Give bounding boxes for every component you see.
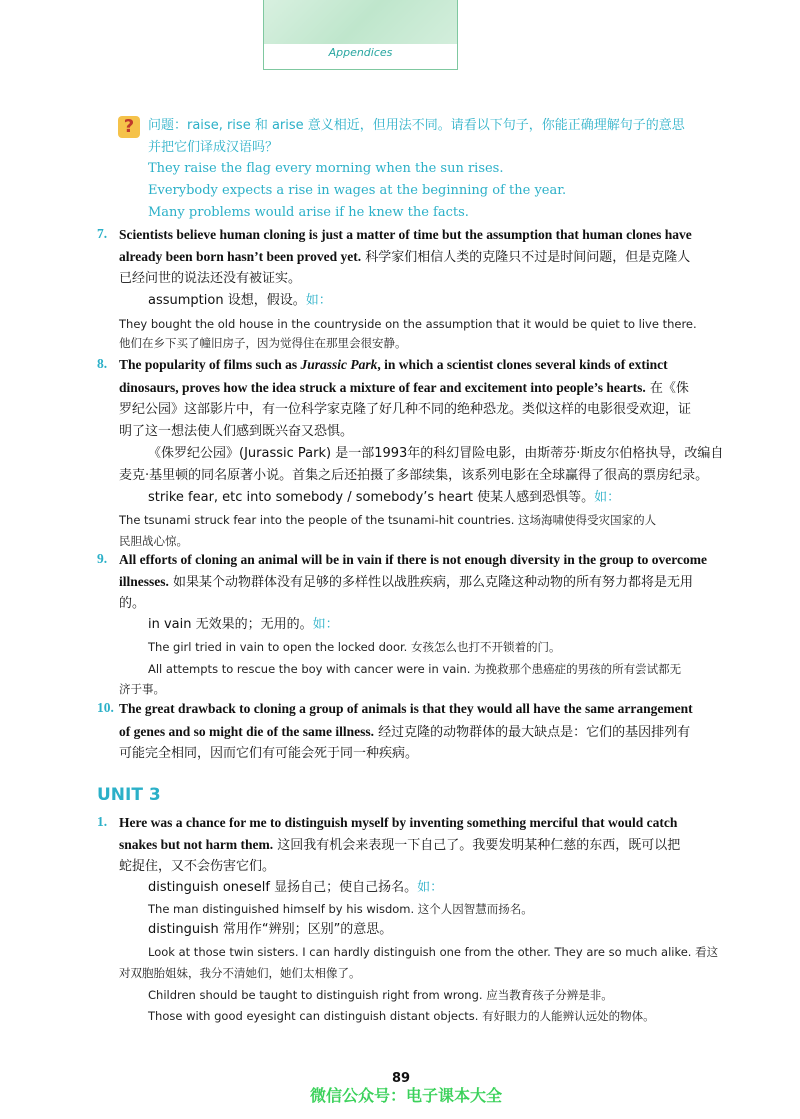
- item-7-line-2: already been born hasn’t been proved yet. 科学家们相信人类的克隆只不过是时间问题，但是克隆人: [119, 249, 691, 265]
- question-example-3: Many problems would arise if he knew the facts.: [148, 205, 469, 220]
- unit3-vocab-1: distinguish oneself 显扬自己；使自己扬名。如：: [148, 880, 444, 895]
- unit3-item-1-line-2: snakes but not harm them. 这回我有机会来表现一下自己了。我要发明某种仁慈的东西，既可以把: [119, 837, 681, 853]
- item-9-line-3: 的。: [119, 596, 146, 611]
- question-line-1: 问题：raise, rise 和 arise 意义相近，但用法不同。请看以下句子，你能正确理解句子的意思: [148, 118, 685, 133]
- unit3-item-1-line-1: Here was a chance for me to distinguish myself by inventing something merciful that would catch: [119, 815, 678, 830]
- item-number: 8.: [97, 356, 108, 371]
- header-box: [263, 0, 458, 70]
- item-9-line-1: All efforts of cloning an animal will be in vain if there is not enough diversity in the group to overcome: [119, 552, 707, 567]
- item-number: 1.: [97, 814, 108, 829]
- question-example-2: Everybody expects a rise in wages at the beginning of the year.: [148, 183, 567, 198]
- header-texture: [264, 0, 457, 44]
- item-8-line-4: 明了这一想法使人们感到既兴奋又恐惧。: [119, 424, 354, 439]
- item-number: 7.: [97, 226, 108, 241]
- item-number: 9.: [97, 551, 108, 566]
- item-9-example-2: All attempts to rescue the boy with cancer were in vain. 为挽救那个患癌症的男孩的所有尝试都无: [148, 662, 682, 676]
- unit3-vocab-2: distinguish 常用作“辨别；区别”的意思。: [148, 922, 393, 937]
- unit-heading: UNIT 3: [97, 785, 161, 805]
- item-9-vocab: in vain 无效果的；无用的。如：: [148, 617, 339, 632]
- item-10-line-2: of genes and so might die of the same illness. 经过克隆的动物群体的最大缺点是：它们的基因排列有: [119, 724, 691, 740]
- item-10-line-3: 可能完全相同，因而它们有可能会死于同一种疾病。: [119, 746, 419, 761]
- section-title: Appendices: [328, 46, 393, 59]
- unit3-item-1-line-3: 蛇捉住，又不会伤害它们。: [119, 859, 276, 874]
- item-8-line-1: The popularity of films such as Jurassic Park, in which a scientist clones several kinds of extinct: [119, 357, 668, 372]
- footer-watermark: 微信公众号：电子课本大全: [310, 1086, 503, 1105]
- item-9-example-1: The girl tried in vain to open the locked door. 女孩怎么也打不开锁着的门。: [148, 640, 561, 654]
- item-8-vocab: strike fear, etc into somebody / somebody’s heart 使某人感到恐惧等。如：: [148, 490, 621, 505]
- item-8-line-2: dinosaurs, proves how the idea struck a mixture of fear and excitement into people’s hearts. 在《侏: [119, 380, 689, 396]
- item-9-example-3: 济于事。: [119, 682, 165, 696]
- item-7-vocab: assumption 设想，假设。如：: [148, 293, 332, 308]
- item-10-line-1: The great drawback to cloning a group of animals is that they would all have the same arrangement: [119, 701, 693, 716]
- item-7-line-1: Scientists believe human cloning is just a matter of time but the assumption that human clones have: [119, 227, 692, 242]
- item-7-example-en: They bought the old house in the countryside on the assumption that it would be quiet to live there.: [119, 317, 697, 331]
- unit3-example-1: The man distinguished himself by his wisdom. 这个人因智慧而扬名。: [148, 902, 533, 916]
- item-8-note-1: 《侏罗纪公园》(Jurassic Park) 是一部1993年的科幻冒险电影，由斯蒂芬·斯皮尔伯格执导，改编自: [148, 446, 724, 461]
- item-7-example-cn: 他们在乡下买了幢旧房子，因为觉得住在那里会很安静。: [119, 336, 407, 350]
- item-8-line-3: 罗纪公园》这部影片中，有一位科学家克隆了好几种不同的绝种恐龙。类似这样的电影很受欢迎，证: [119, 402, 692, 417]
- question-example-1: They raise the flag every morning when the sun rises.: [148, 161, 504, 176]
- item-7-line-3: 已经问世的说法还没有被证实。: [119, 271, 302, 286]
- unit3-example-2a: Look at those twin sisters. I can hardly distinguish one from the other. They are so much alike. 看这: [148, 945, 719, 959]
- item-8-example-2: 民胆战心惊。: [119, 534, 188, 548]
- item-number: 10.: [97, 700, 114, 715]
- unit3-example-4: Those with good eyesight can distinguish distant objects. 有好眼力的人能辨认远处的物体。: [148, 1009, 655, 1023]
- item-8-note-2: 麦克·基里顿的同名原著小说。首集之后还拍摄了多部续集，该系列电影在全球赢得了很高的票房纪录。: [119, 468, 709, 483]
- item-8-example-1: The tsunami struck fear into the people of the tsunami-hit countries. 这场海啸使得受灾国家的人: [119, 513, 657, 527]
- page-number: 89: [392, 1071, 411, 1086]
- question-mark-icon: ?: [118, 116, 140, 138]
- question-line-2: 并把它们译成汉语吗？: [148, 140, 279, 155]
- item-9-line-2: illnesses. 如果某个动物群体没有足够的多样性以战胜疾病，那么克隆这种动物的所有努力都将是无用: [119, 574, 694, 590]
- unit3-example-2b: 对双胞胎姐妹，我分不清她们，她们太相像了。: [119, 966, 361, 980]
- unit3-example-3: Children should be taught to distinguish right from wrong. 应当教育孩子分辨是非。: [148, 988, 613, 1002]
